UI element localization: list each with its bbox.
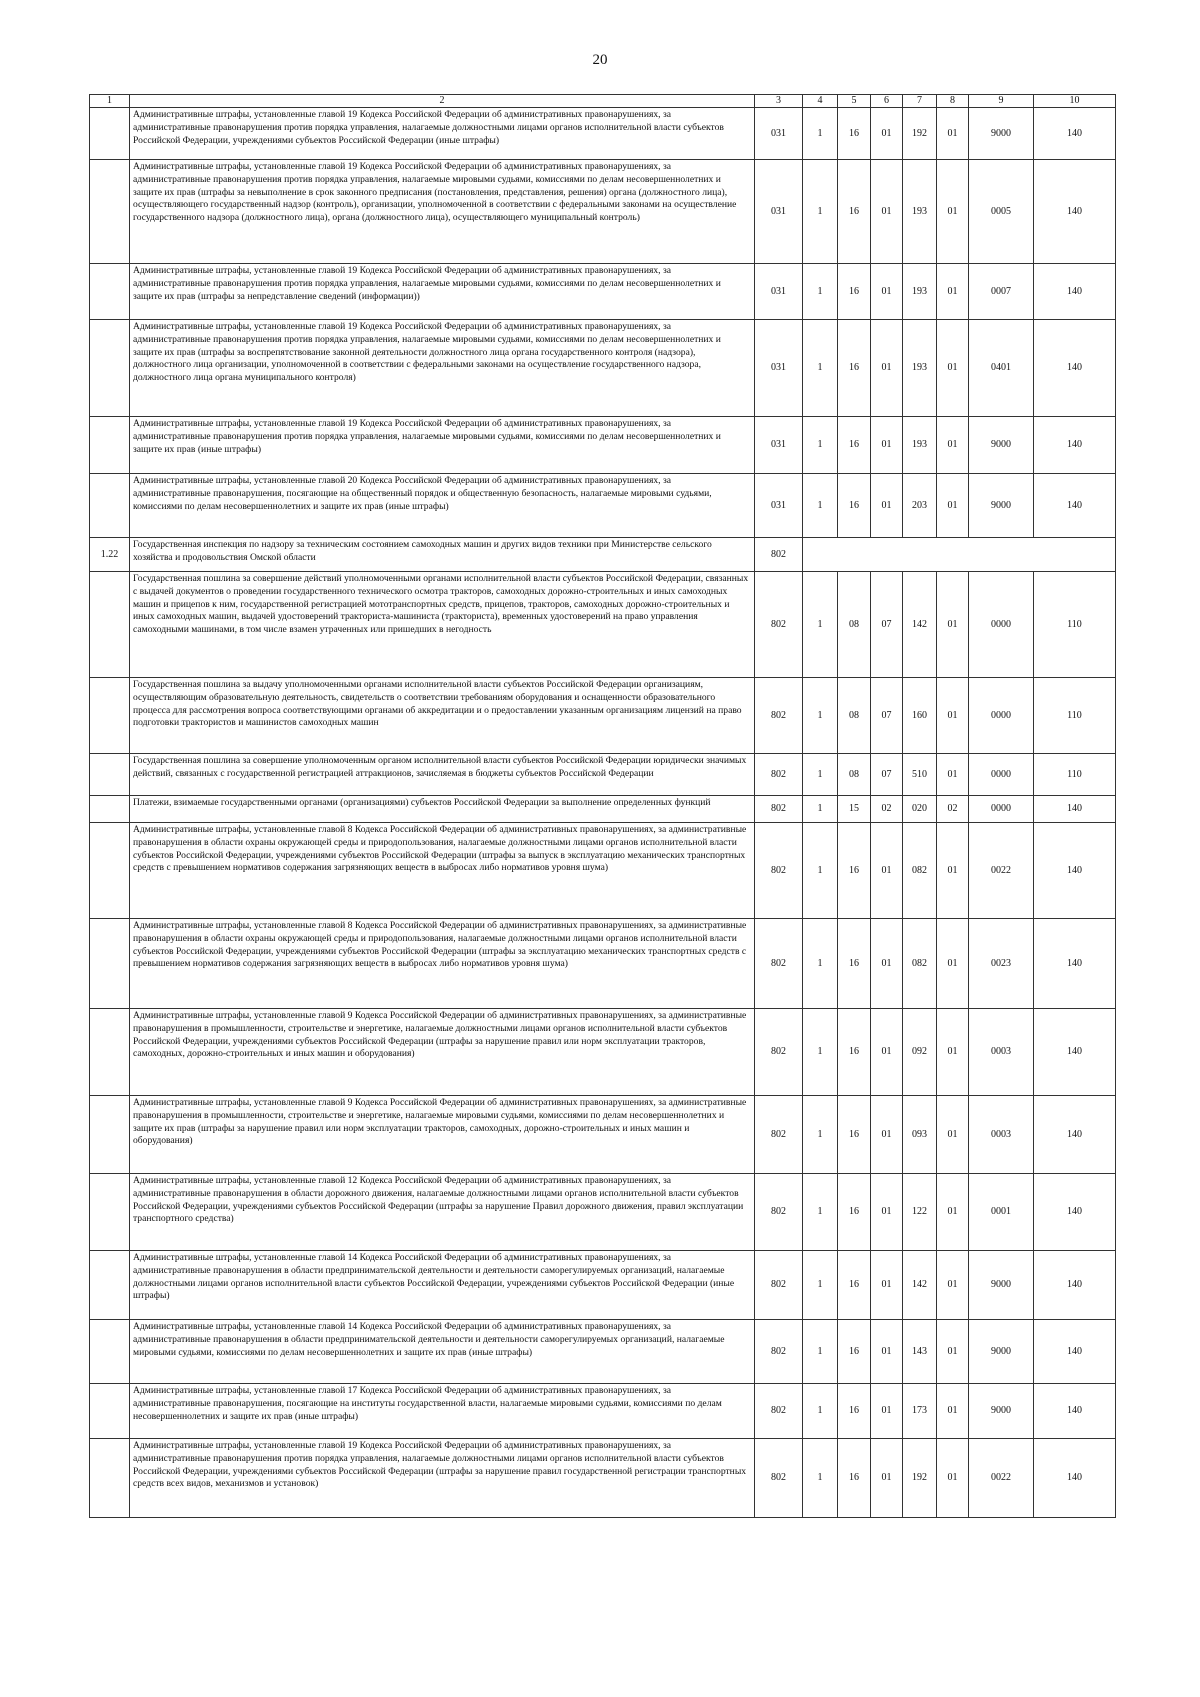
code-cell-c3: 802 (755, 1009, 803, 1096)
table-row (90, 796, 1116, 823)
code-cell-c5: 16 (838, 823, 871, 919)
code-cell-c4: 1 (803, 417, 838, 474)
table-row (90, 1174, 1116, 1251)
column-header: 1 (90, 95, 130, 108)
code-cell-c4: 1 (803, 264, 838, 320)
code-cell-c9: 9000 (969, 1320, 1034, 1384)
table-row (90, 160, 1116, 264)
code-cell-c6: 01 (871, 108, 903, 160)
table-row (90, 1320, 1116, 1384)
code-cell-c4: 1 (803, 754, 838, 796)
code-cell-c9: 0005 (969, 160, 1034, 264)
code-cell-c4: 1 (803, 320, 838, 417)
revenue-description: Административные штрафы, установленные главой 19 Кодекса Российской Федерации об административных правонарушениях, за административные правонарушения против порядка управления, налагаемые мировыми судьями, комиссиями по делам несовершеннолетних и защите их прав (иные штрафы) (130, 417, 755, 474)
column-header: 2 (130, 95, 755, 108)
code-cell-c9: 0022 (969, 1439, 1034, 1518)
table-row (90, 264, 1116, 320)
table-row (90, 1096, 1116, 1174)
row-number (90, 320, 130, 417)
row-number (90, 754, 130, 796)
code-cell-c3: 802 (755, 1439, 803, 1518)
table-row (90, 754, 1116, 796)
code-cell-c5: 16 (838, 1439, 871, 1518)
code-cell-c3: 031 (755, 320, 803, 417)
code-cell-c8: 01 (937, 474, 969, 538)
revenue-description: Административные штрафы, установленные главой 8 Кодекса Российской Федерации об административных правонарушениях, за административные правонарушения в области охраны окружающей среды и природопользования, налагаемые должностными лицами органов исполнительной власти субъектов Российской Федерации, учреждениями субъектов Российской Федерации (штрафы за выпуск в эксплуатацию механических транспортных средств с превышением нормативов содержания загрязняющих веществ в выбросах либо нормативов уровня шума) (130, 823, 755, 919)
code-cell-c7: 142 (903, 572, 937, 678)
code-cell-c4: 1 (803, 823, 838, 919)
column-header: 3 (755, 95, 803, 108)
code-cell-c5: 16 (838, 1009, 871, 1096)
code-cell-c8: 01 (937, 754, 969, 796)
column-header: 8 (937, 95, 969, 108)
code-cell-c10: 110 (1034, 678, 1116, 754)
code-cell-c6: 01 (871, 160, 903, 264)
code-cell-c5: 08 (838, 678, 871, 754)
code-cell-c3: 031 (755, 474, 803, 538)
code-cell-c8: 01 (937, 919, 969, 1009)
code-cell-c4: 1 (803, 1439, 838, 1518)
code-cell-c7: 142 (903, 1251, 937, 1320)
column-header: 6 (871, 95, 903, 108)
revenue-description: Государственная пошлина за совершение уполномоченным органом исполнительной власти субъектов Российской Федерации юридически значимых действий, связанных с государственной регистрацией аттракционов, зачисляемая в бюджеты субъектов Российской Федерации (130, 754, 755, 796)
row-number (90, 160, 130, 264)
code-cell-c4: 1 (803, 160, 838, 264)
row-number (90, 678, 130, 754)
code-cell-c6: 01 (871, 823, 903, 919)
code-cell-c6: 02 (871, 796, 903, 823)
code-cell-c3: 802 (755, 919, 803, 1009)
code-cell-c6: 01 (871, 474, 903, 538)
blank-code-span (803, 538, 1116, 572)
code-cell-c6: 01 (871, 264, 903, 320)
code-cell-c7: 122 (903, 1174, 937, 1251)
code-cell-c3: 031 (755, 264, 803, 320)
code-cell-c4: 1 (803, 108, 838, 160)
code-cell-c5: 16 (838, 160, 871, 264)
code-cell-c5: 16 (838, 1384, 871, 1439)
row-number (90, 572, 130, 678)
row-number (90, 1320, 130, 1384)
column-header: 9 (969, 95, 1034, 108)
code-cell-c8: 01 (937, 160, 969, 264)
revenue-description: Административные штрафы, установленные главой 17 Кодекса Российской Федерации об административных правонарушениях, за административные правонарушения, посягающие на институты государственной власти, налагаемые мировыми судьями, комиссиями по делам несовершеннолетних и защите их прав (иные штрафы) (130, 1384, 755, 1439)
header-row (90, 95, 1116, 108)
code-cell-c7: 193 (903, 264, 937, 320)
code-cell-c9: 0000 (969, 796, 1034, 823)
row-number (90, 1096, 130, 1174)
code-cell-c4: 1 (803, 1251, 838, 1320)
code-cell-c6: 07 (871, 572, 903, 678)
code-cell-c8: 01 (937, 678, 969, 754)
code-cell-c5: 16 (838, 264, 871, 320)
code-cell-c9: 0003 (969, 1096, 1034, 1174)
code-cell-c5: 08 (838, 754, 871, 796)
code-cell-c4: 1 (803, 678, 838, 754)
code-cell-c9: 0001 (969, 1174, 1034, 1251)
code-cell-c10: 140 (1034, 160, 1116, 264)
code-cell-c7: 143 (903, 1320, 937, 1384)
code-cell-c4: 1 (803, 919, 838, 1009)
table-body (90, 108, 1116, 1518)
revenue-description: Государственная инспекция по надзору за техническим состоянием самоходных машин и других видов техники при Министерстве сельского хозяйства и продовольствия Омской области (130, 538, 755, 572)
code-cell-c9: 0023 (969, 919, 1034, 1009)
code-cell-c8: 01 (937, 1096, 969, 1174)
revenue-description: Административные штрафы, установленные главой 14 Кодекса Российской Федерации об административных правонарушениях, за административные правонарушения в области предпринимательской деятельности и деятельности саморегулируемых организаций, налагаемые мировыми судьями, комиссиями по делам несовершеннолетних и защите их прав (иные штрафы) (130, 1320, 755, 1384)
code-cell-c10: 140 (1034, 796, 1116, 823)
code-cell-c10: 140 (1034, 474, 1116, 538)
table-row (90, 1009, 1116, 1096)
code-cell-c6: 01 (871, 1009, 903, 1096)
row-number (90, 823, 130, 919)
code-cell-c7: 173 (903, 1384, 937, 1439)
code-cell-c4: 1 (803, 1174, 838, 1251)
code-cell-c8: 01 (937, 1251, 969, 1320)
code-cell-c10: 140 (1034, 1384, 1116, 1439)
code-cell-c9: 0401 (969, 320, 1034, 417)
revenue-description: Административные штрафы, установленные главой 9 Кодекса Российской Федерации об административных правонарушениях, за административные правонарушения в промышленности, строительстве и энергетике, налагаемые должностными лицами органов исполнительной власти субъектов Российской Федерации, учреждениями субъектов Российской Федерации (штрафы за нарушение правил или норм эксплуатации тракторов, самоходных, дорожно-строительных и иных машин и оборудования) (130, 1009, 755, 1096)
code-cell-c4: 1 (803, 1384, 838, 1439)
table-row (90, 108, 1116, 160)
code-cell-c8: 01 (937, 264, 969, 320)
table-row (90, 919, 1116, 1009)
table-row (90, 678, 1116, 754)
code-cell-c4: 1 (803, 796, 838, 823)
revenue-codes-table (89, 94, 1116, 1518)
table-row (90, 538, 1116, 572)
row-number (90, 108, 130, 160)
code-cell-c5: 16 (838, 320, 871, 417)
code-cell-c6: 01 (871, 1320, 903, 1384)
code-cell-c8: 01 (937, 1384, 969, 1439)
code-cell-c8: 01 (937, 417, 969, 474)
code-cell-c10: 140 (1034, 108, 1116, 160)
code-cell-c8: 01 (937, 823, 969, 919)
code-cell-c9: 9000 (969, 417, 1034, 474)
code-cell-c7: 160 (903, 678, 937, 754)
column-header: 5 (838, 95, 871, 108)
table-row (90, 572, 1116, 678)
row-number (90, 264, 130, 320)
code-cell-c3: 802 (755, 678, 803, 754)
admin-code-cell: 802 (755, 538, 803, 572)
code-cell-c3: 031 (755, 108, 803, 160)
code-cell-c5: 16 (838, 417, 871, 474)
code-cell-c7: 193 (903, 320, 937, 417)
code-cell-c8: 01 (937, 572, 969, 678)
code-cell-c10: 110 (1034, 572, 1116, 678)
code-cell-c9: 0000 (969, 754, 1034, 796)
code-cell-c10: 140 (1034, 264, 1116, 320)
code-cell-c7: 192 (903, 108, 937, 160)
code-cell-c10: 140 (1034, 1174, 1116, 1251)
table-row (90, 1439, 1116, 1518)
code-cell-c6: 01 (871, 320, 903, 417)
code-cell-c5: 16 (838, 1320, 871, 1384)
table-row (90, 474, 1116, 538)
revenue-description: Административные штрафы, установленные главой 19 Кодекса Российской Федерации об административных правонарушениях, за административные правонарушения против порядка управления, налагаемые мировыми судьями, комиссиями по делам несовершеннолетних и защите их прав (штрафы за невыполнение в срок законного предписания (постановления, представления, решения) органа (должностного лица), осуществляющего государственный надзор (контроль), организации, уполномоченной в соответствии с федеральными законами на осуществление государственного надзора (должностного лица), органа (должностного лица), осуществляющего муниципальный контроль) (130, 160, 755, 264)
revenue-description: Административные штрафы, установленные главой 12 Кодекса Российской Федерации об административных правонарушениях, за административные правонарушения в области дорожного движения, налагаемые должностными лицами органов исполнительной власти субъектов Российской Федерации, учреждениями субъектов Российской Федерации (штрафы за нарушение Правил дорожного движения, правил эксплуатации транспортного средства) (130, 1174, 755, 1251)
code-cell-c3: 031 (755, 417, 803, 474)
code-cell-c10: 140 (1034, 919, 1116, 1009)
row-number (90, 1439, 130, 1518)
code-cell-c3: 802 (755, 796, 803, 823)
code-cell-c6: 01 (871, 1439, 903, 1518)
code-cell-c9: 0003 (969, 1009, 1034, 1096)
code-cell-c4: 1 (803, 1096, 838, 1174)
table-row (90, 417, 1116, 474)
code-cell-c7: 082 (903, 823, 937, 919)
code-cell-c10: 140 (1034, 1009, 1116, 1096)
code-cell-c6: 01 (871, 417, 903, 474)
code-cell-c10: 110 (1034, 754, 1116, 796)
code-cell-c8: 01 (937, 1174, 969, 1251)
code-cell-c9: 9000 (969, 474, 1034, 538)
table-row (90, 320, 1116, 417)
code-cell-c9: 9000 (969, 108, 1034, 160)
code-cell-c3: 802 (755, 1251, 803, 1320)
code-cell-c6: 01 (871, 1174, 903, 1251)
row-number (90, 1174, 130, 1251)
code-cell-c8: 01 (937, 320, 969, 417)
code-cell-c8: 01 (937, 1320, 969, 1384)
code-cell-c6: 01 (871, 1384, 903, 1439)
row-number (90, 919, 130, 1009)
code-cell-c6: 07 (871, 754, 903, 796)
code-cell-c5: 16 (838, 108, 871, 160)
revenue-description: Административные штрафы, установленные главой 9 Кодекса Российской Федерации об административных правонарушениях, за административные правонарушения в промышленности, строительстве и энергетике, налагаемые мировыми судьями, комиссиями по делам несовершеннолетних и защите их прав (штрафы за нарушение правил или норм эксплуатации тракторов, самоходных, дорожно-строительных и иных машин и оборудования) (130, 1096, 755, 1174)
code-cell-c3: 802 (755, 1174, 803, 1251)
code-cell-c10: 140 (1034, 823, 1116, 919)
row-number (90, 417, 130, 474)
code-cell-c5: 16 (838, 1251, 871, 1320)
code-cell-c3: 802 (755, 572, 803, 678)
code-cell-c7: 020 (903, 796, 937, 823)
revenue-description: Платежи, взимаемые государственными органами (организациями) субъектов Российской Федерации за выполнение определенных функций (130, 796, 755, 823)
revenue-description: Государственная пошлина за выдачу уполномоченными органами исполнительной власти субъектов Российской Федерации организациям, осуществляющим образовательную деятельность, свидетельств о соответствии требованиям оборудования и оснащенности образовательного процесса для рассмотрения вопроса соответствующими органами об аккредитации и о предоставлении указанным организациям лицензий на право подготовки трактористов и машинистов самоходных машин (130, 678, 755, 754)
code-cell-c8: 01 (937, 1439, 969, 1518)
code-cell-c4: 1 (803, 1320, 838, 1384)
code-cell-c6: 07 (871, 678, 903, 754)
code-cell-c9: 0007 (969, 264, 1034, 320)
code-cell-c9: 9000 (969, 1251, 1034, 1320)
code-cell-c5: 16 (838, 919, 871, 1009)
code-cell-c8: 02 (937, 796, 969, 823)
code-cell-c3: 802 (755, 754, 803, 796)
code-cell-c10: 140 (1034, 1096, 1116, 1174)
revenue-description: Государственная пошлина за совершение действий уполномоченными органами исполнительной власти субъектов Российской Федерации, связанных с выдачей документов о проведении государственного технического осмотра тракторов, самоходных дорожно-строительных и иных самоходных машин и прицепов к ним, государственной регистрацией мототранспортных средств, прицепов, тракторов, самоходных дорожно-строительных и иных самоходных машин, выдачей удостоверений тракториста-машиниста (тракториста), временных удостоверений на право управления самоходными машинами, в том числе взамен утраченных или пришедших в негодность (130, 572, 755, 678)
code-cell-c8: 01 (937, 108, 969, 160)
code-cell-c7: 192 (903, 1439, 937, 1518)
code-cell-c5: 16 (838, 1096, 871, 1174)
row-number (90, 1384, 130, 1439)
row-number (90, 1251, 130, 1320)
code-cell-c9: 0022 (969, 823, 1034, 919)
code-cell-c8: 01 (937, 1009, 969, 1096)
column-header: 7 (903, 95, 937, 108)
code-cell-c10: 140 (1034, 417, 1116, 474)
code-cell-c3: 031 (755, 160, 803, 264)
code-cell-c7: 092 (903, 1009, 937, 1096)
code-cell-c3: 802 (755, 1096, 803, 1174)
revenue-description: Административные штрафы, установленные главой 19 Кодекса Российской Федерации об административных правонарушениях, за административные правонарушения против порядка управления, налагаемые должностными лицами органов исполнительной власти субъектов Российской Федерации, учреждениями субъектов Российской Федерации (иные штрафы) (130, 108, 755, 160)
code-cell-c5: 15 (838, 796, 871, 823)
page-number: 20 (592, 52, 608, 68)
code-cell-c7: 093 (903, 1096, 937, 1174)
row-number: 1.22 (90, 538, 130, 572)
column-header: 4 (803, 95, 838, 108)
code-cell-c3: 802 (755, 1384, 803, 1439)
code-cell-c7: 193 (903, 160, 937, 264)
code-cell-c10: 140 (1034, 1439, 1116, 1518)
table-row (90, 1384, 1116, 1439)
revenue-description: Административные штрафы, установленные главой 19 Кодекса Российской Федерации об административных правонарушениях, за административные правонарушения против порядка управления, налагаемые мировыми судьями, комиссиями по делам несовершеннолетних и защите их прав (штрафы за непредставление сведений (информации)) (130, 264, 755, 320)
code-cell-c9: 0000 (969, 572, 1034, 678)
code-cell-c5: 16 (838, 474, 871, 538)
row-number (90, 1009, 130, 1096)
code-cell-c5: 16 (838, 1174, 871, 1251)
code-cell-c9: 0000 (969, 678, 1034, 754)
table-row (90, 823, 1116, 919)
code-cell-c7: 203 (903, 474, 937, 538)
code-cell-c3: 802 (755, 823, 803, 919)
code-cell-c6: 01 (871, 1096, 903, 1174)
column-header: 10 (1034, 95, 1116, 108)
code-cell-c7: 510 (903, 754, 937, 796)
code-cell-c4: 1 (803, 1009, 838, 1096)
row-number (90, 474, 130, 538)
revenue-description: Административные штрафы, установленные главой 8 Кодекса Российской Федерации об административных правонарушениях, за административные правонарушения в области охраны окружающей среды и природопользования, налагаемые должностными лицами органов исполнительной власти субъектов Российской Федерации, учреждениями субъектов Российской Федерации (штрафы за эксплуатацию механических транспортных средств с превышением нормативов содержания загрязняющих веществ в выбросах либо нормативов уровня шума) (130, 919, 755, 1009)
code-cell-c10: 140 (1034, 320, 1116, 417)
revenue-description: Административные штрафы, установленные главой 19 Кодекса Российской Федерации об административных правонарушениях, за административные правонарушения против порядка управления, налагаемые мировыми судьями, комиссиями по делам несовершеннолетних и защите их прав (штрафы за воспрепятствование законной деятельности должностного лица органа государственного контроля (надзора), должностного лица организации, уполномоченной в соответствии с федеральными законами на осуществление государственного надзора, должностного лица органа муниципального контроля) (130, 320, 755, 417)
row-number (90, 796, 130, 823)
code-cell-c9: 9000 (969, 1384, 1034, 1439)
code-cell-c6: 01 (871, 919, 903, 1009)
code-cell-c10: 140 (1034, 1320, 1116, 1384)
code-cell-c4: 1 (803, 572, 838, 678)
revenue-description: Административные штрафы, установленные главой 19 Кодекса Российской Федерации об административных правонарушениях, за административные правонарушения против порядка управления, налагаемые должностными лицами органов исполнительной власти субъектов Российской Федерации, учреждениями субъектов Российской Федерации (штрафы за нарушение правил государственной регистрации транспортных средств всех видов, механизмов и установок) (130, 1439, 755, 1518)
table-row (90, 1251, 1116, 1320)
code-cell-c4: 1 (803, 474, 838, 538)
code-cell-c7: 082 (903, 919, 937, 1009)
revenue-description: Административные штрафы, установленные главой 14 Кодекса Российской Федерации об административных правонарушениях, за административные правонарушения в области предпринимательской деятельности и деятельности саморегулируемых организаций, налагаемые должностными лицами органов исполнительной власти субъектов Российской Федерации, учреждениями субъектов Российской Федерации (иные штрафы) (130, 1251, 755, 1320)
code-cell-c10: 140 (1034, 1251, 1116, 1320)
code-cell-c6: 01 (871, 1251, 903, 1320)
code-cell-c5: 08 (838, 572, 871, 678)
code-cell-c7: 193 (903, 417, 937, 474)
code-cell-c3: 802 (755, 1320, 803, 1384)
revenue-description: Административные штрафы, установленные главой 20 Кодекса Российской Федерации об административных правонарушениях, за административные правонарушения, посягающие на общественный порядок и общественную безопасность, налагаемые мировыми судьями, комиссиями по делам несовершеннолетних и защите их прав (иные штрафы) (130, 474, 755, 538)
